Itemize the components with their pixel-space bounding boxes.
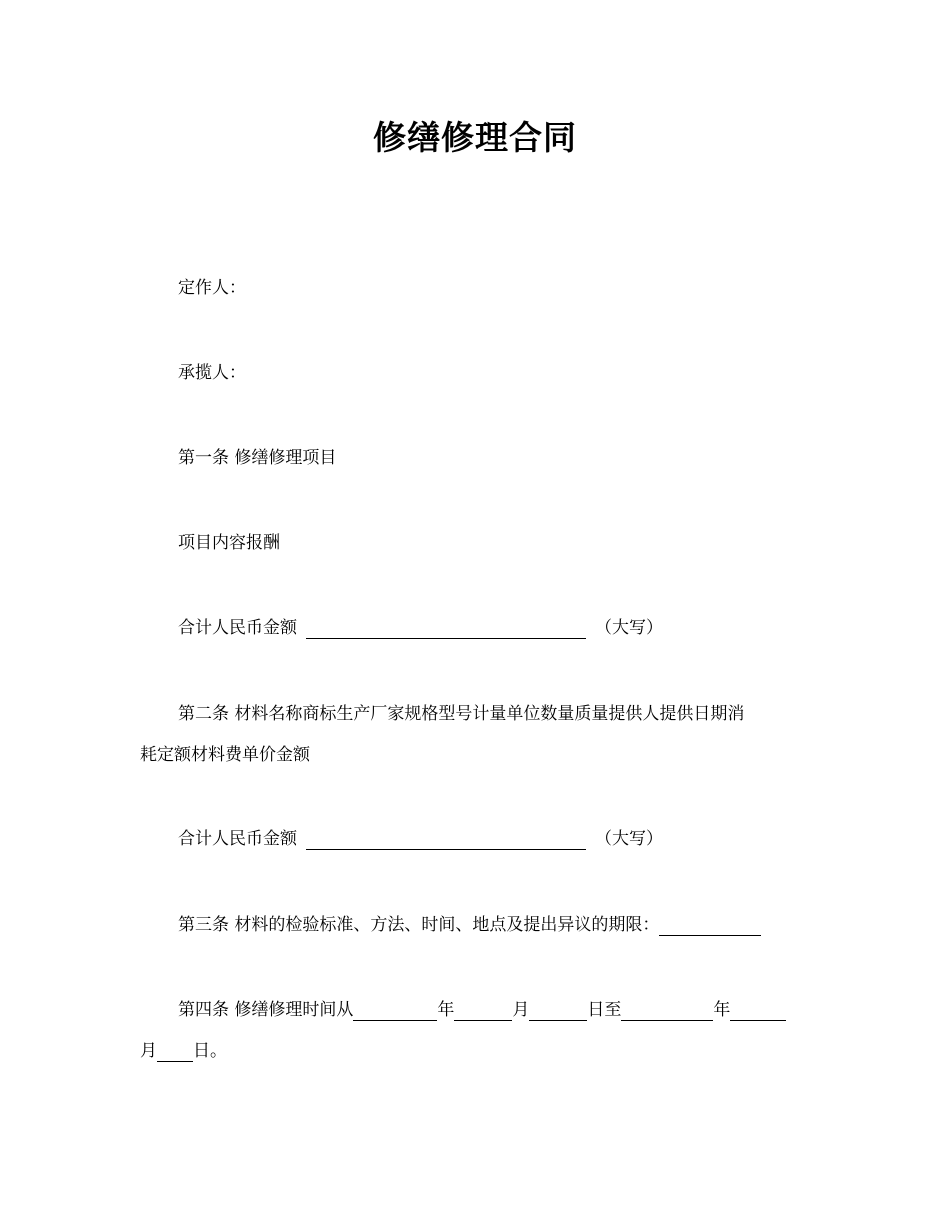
start-year-blank[interactable] xyxy=(353,998,437,1021)
article-1-heading: 第一条 修缮修理项目 xyxy=(178,448,337,468)
end-month-blank[interactable] xyxy=(730,998,786,1021)
total-amount-label: 合计人民币金额 xyxy=(178,829,297,849)
article-3-line xyxy=(140,907,850,943)
article-3-text: 第三条 材料的检验标准、方法、时间、地点及提出异议的期限： xyxy=(178,915,660,935)
total-amount-label: 合计人民币金额 xyxy=(178,618,297,638)
start-day-blank[interactable] xyxy=(529,998,587,1021)
end-year-blank[interactable] xyxy=(621,998,713,1021)
amount-blank-field[interactable] xyxy=(306,827,586,850)
day-end-label: 日。 xyxy=(193,1041,227,1061)
article-4-line-2 xyxy=(140,1033,812,1069)
article-4-line-1 xyxy=(140,992,850,1028)
party-b-line: 承揽人： xyxy=(178,363,246,383)
uppercase-note: （大写） xyxy=(595,829,663,849)
total-amount-line-2 xyxy=(140,821,850,857)
inspection-terms-blank[interactable] xyxy=(659,913,761,936)
article-2-line-2: 耗定额材料费单价金额 xyxy=(140,745,310,765)
items-header-line: 项目内容报酬 xyxy=(178,533,280,553)
amount-blank-field[interactable] xyxy=(306,616,586,639)
article-4-text: 第四条 修缮修理时间从 xyxy=(178,1000,354,1020)
day-to-label: 日至 xyxy=(587,1000,622,1020)
document-title: 修缮修理合同 xyxy=(373,118,577,157)
uppercase-note: （大写） xyxy=(595,618,663,638)
party-a-line: 定作人： xyxy=(178,278,246,298)
end-day-blank[interactable] xyxy=(157,1039,193,1062)
article-2-line-1: 第二条 材料名称商标生产厂家规格型号计量单位数量质量提供人提供日期消 xyxy=(178,704,745,724)
start-month-blank[interactable] xyxy=(454,998,512,1021)
total-amount-line-1 xyxy=(140,610,850,646)
month-label: 月 xyxy=(512,1000,530,1020)
year-label: 年 xyxy=(437,1000,455,1020)
year-label: 年 xyxy=(713,1000,731,1020)
month-label: 月 xyxy=(140,1041,157,1061)
